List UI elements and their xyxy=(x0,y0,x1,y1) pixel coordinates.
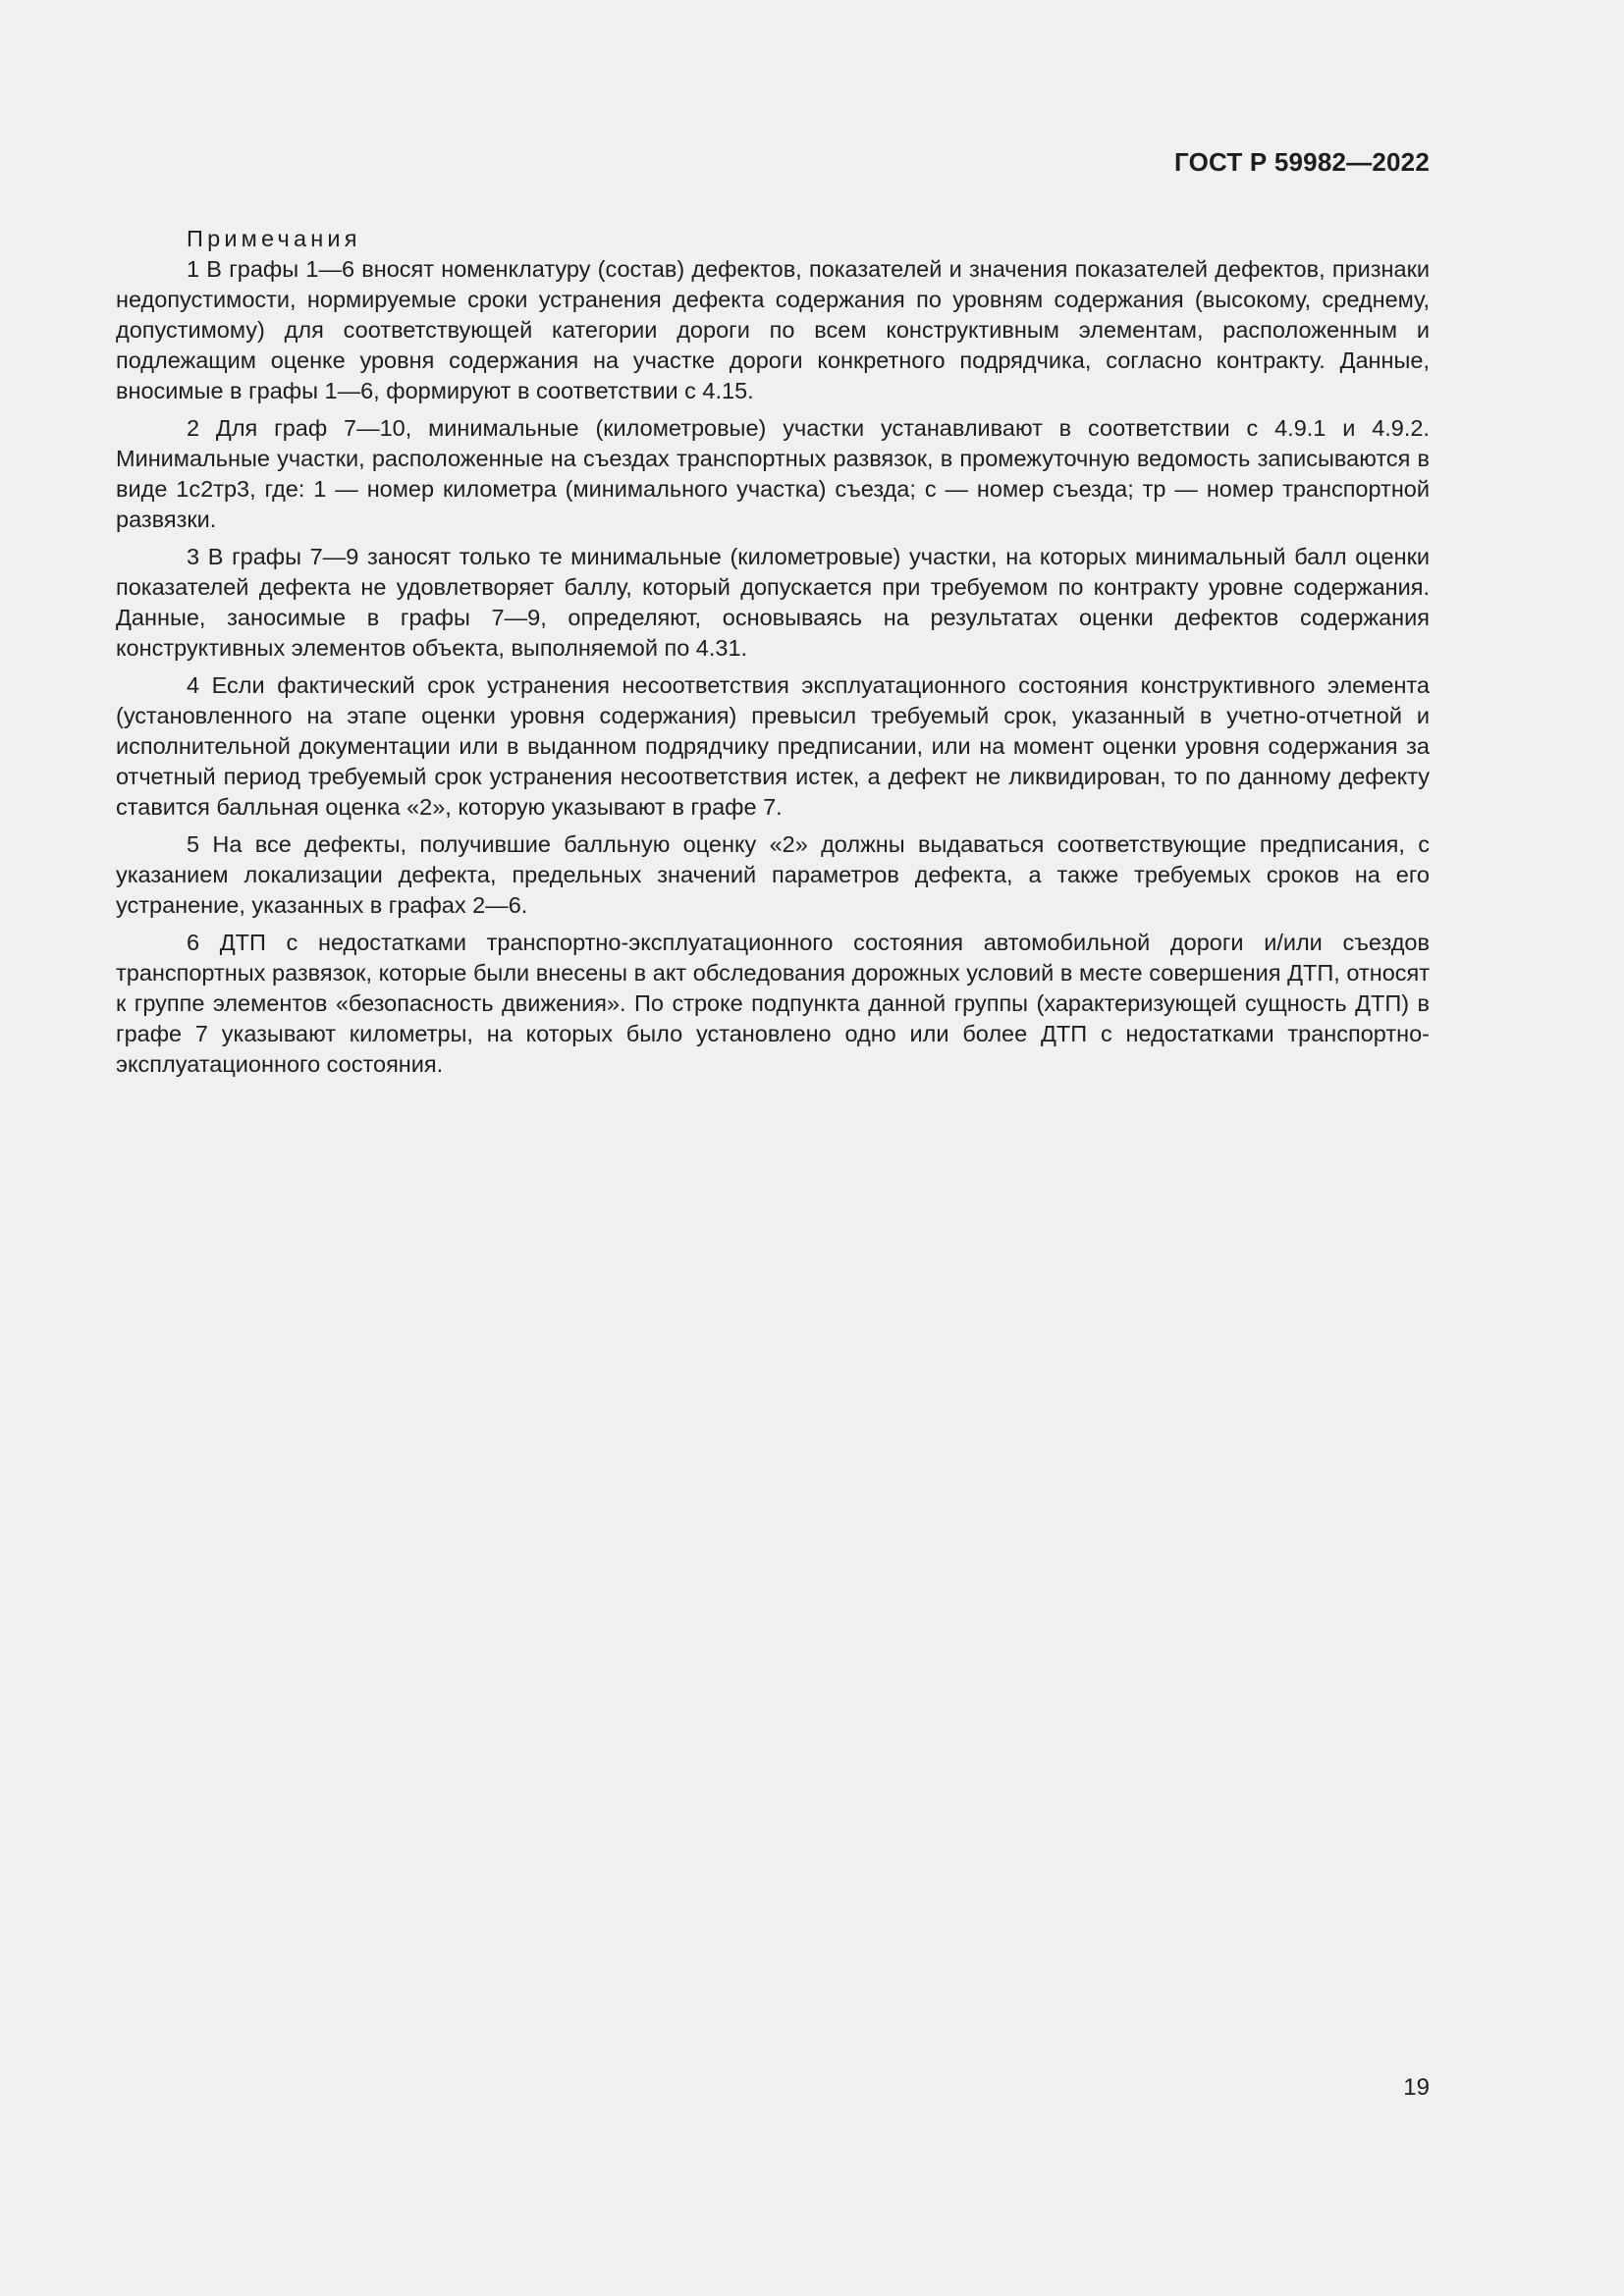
page-number: 19 xyxy=(1403,2074,1430,2101)
note-item-5: 5 На все дефекты, получившие балльную оценку «2» должны выдаваться соответствующие предписания, с указанием локализации дефекта, предельных значений параметров дефекта, а также требуемых сроков на его устранение, указанных в графах 2—6. xyxy=(116,831,1430,918)
standard-code-header: ГОСТ Р 59982—2022 xyxy=(1174,147,1430,177)
notes-section xyxy=(116,224,1430,1087)
note-item-2: 2 Для граф 7—10, минимальные (километровые) участки устанавливают в соответствии с 4.9.1 и 4.9.2. Минимальные участки, расположенные на съездах транспортных развязок, в промежуточную ведомость записываются в виде 1с2тр3, где: 1 — номер километра (минимального участка) съезда; с — номер съезда; тр — номер транспортной развязки. xyxy=(116,415,1430,532)
note-item-6: 6 ДТП с недостатками транспортно-эксплуатационного состояния автомобильной дороги и/или съездов транспортных развязок, которые были внесены в акт обследования дорожных условий в месте совершения ДТП, относят к группе элементов «безопасность движения». По строке подпункта данной группы (характеризующей сущность ДТП) в графе 7 указывают километры, на которых было установлено одно или более ДТП с недостатками транспортно-эксплуатационного состояния. xyxy=(116,930,1430,1077)
note-item-4: 4 Если фактический срок устранения несоответствия эксплуатационного состояния конструктивного элемента (установленного на этапе оценки уровня содержания) превысил требуемый срок, указанный в учетно-отчетной и исполнительной документации или в выданном подрядчику предписании, или на момент оценки уровня содержания за отчетный период требуемый срок устранения несоответствия истек, а дефект не ликвидирован, то по данному дефекту ставится балльная оценка «2», которую указывают в графе 7. xyxy=(116,672,1430,820)
note-item-3: 3 В графы 7—9 заносят только те минимальные (километровые) участки, на которых минимальный балл оценки показателей дефекта не удовлетворяет баллу, который допускается при требуемом по контракту уровне содержания. Данные, заносимые в графы 7—9, определяют, основываясь на результатах оценки дефектов содержания конструктивных элементов объекта, выполняемой по 4.31. xyxy=(116,544,1430,661)
notes-title: Примечания xyxy=(187,226,361,251)
note-item-1: 1 В графы 1—6 вносят номенклатуру (состав) дефектов, показателей и значения показателей дефектов, признаки недопустимости, нормируемые сроки устранения дефекта содержания по уровням содержания (высокому, среднему, допустимому) для соответствующей категории дороги по всем конструктивным элементам, расположенным и подлежащим оценке уровня содержания на участке дороги конкретного подрядчика, согласно контракту. Данные, вносимые в графы 1—6, формируют в соответствии с 4.15. xyxy=(116,256,1430,403)
